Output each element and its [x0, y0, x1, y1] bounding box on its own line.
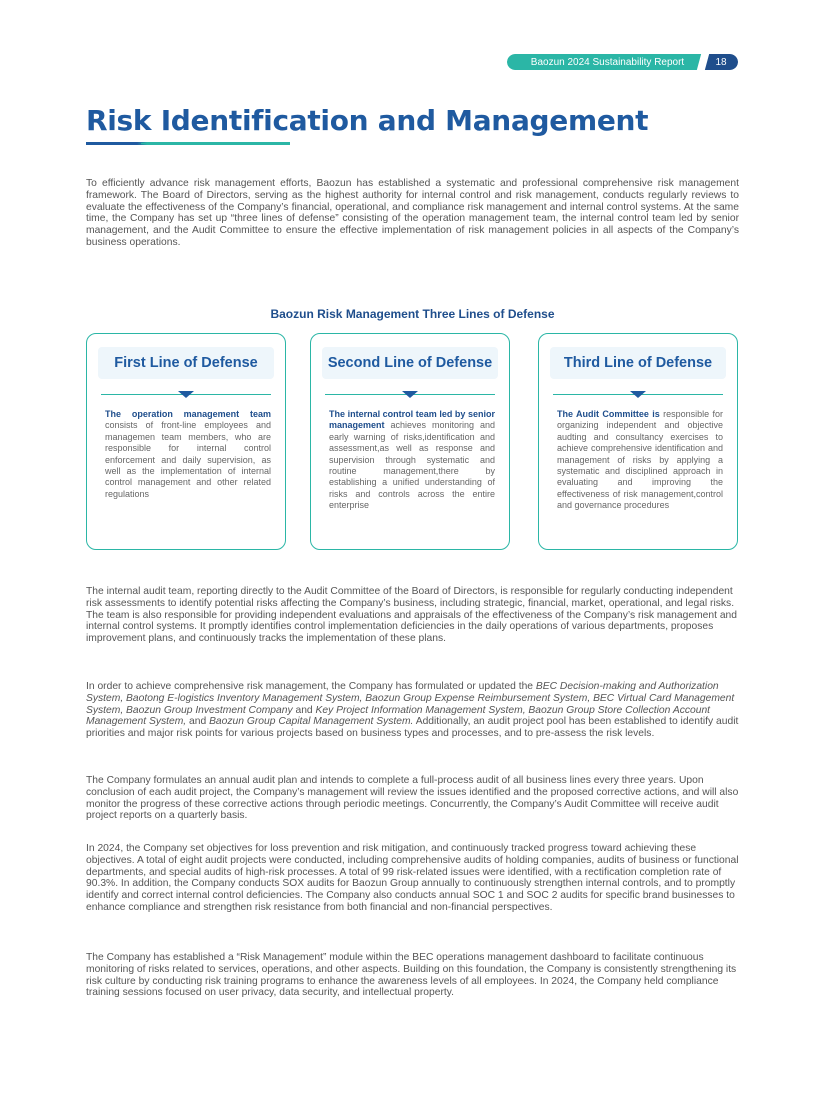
report-header-pill — [507, 54, 738, 70]
systems-text-4: Additionally, an audit project pool has been established to identify audit priorities and major risk points for various projects based on business types and processes, and to pre-assess the risk levels. — [86, 716, 739, 740]
systems-paragraph — [86, 681, 739, 740]
third-line-description — [557, 409, 723, 512]
systems-text-1: In order to achieve comprehensive risk management, the Company has formulated or updated the — [86, 681, 536, 692]
divider-arrow — [553, 391, 723, 399]
first-line-heading: First Line of Defense — [98, 347, 274, 379]
2024-results-paragraph: In 2024, the Company set objectives for loss prevention and risk mitigation, and continuously tracked progress toward achieving these objectives. A total of eight audit projects were conducted, including comprehensive audits of holding companies, audits of business or functional departments, and special audits of high-risk processes. A total of 99 risk-related issues were identified, with a rectification completion rate of 90.3%. In addition, the Company conducts SOX audits for Baozun Group annually to continuously strengthen internal controls, and to promptly identify and correct internal control deficiencies. The Company also conducts annual SOC 1 and SOC 2 audits for specific brand businesses to enhance compliance and strengthen risk resistance from both financial and non-financial perspectives. — [86, 843, 739, 913]
internal-audit-paragraph: The internal audit team, reporting directly to the Audit Committee of the Board of Directors, is responsible for regularly conducting independent risk assessments to identify potential risks affecting the Company’s business, including strategic, financial, market, operational, and legal risks. The team is also responsible for providing independent evaluations and appraisals of the effectiveness of the Company’s risk management and internal control systems. It promptly identifies control implementation deficiencies in the daily operations of various departments, proposes improvement plans, and continuously tracks the implementation of these plans. — [86, 586, 738, 645]
third-line-lead: The Audit Committee is — [557, 409, 660, 419]
systems-italic-3: Baozun Group Capital Management System. — [209, 716, 414, 728]
second-line-text: achieves monitoring and early warning of risks,identification and assessment,as well as response and supervision through systematic and routine management,there by establishing a unified understanding of risks and controls across the entire enterprise — [329, 420, 495, 511]
page-number: 18 — [704, 54, 738, 70]
first-line-card — [86, 333, 286, 550]
third-line-card — [538, 333, 738, 550]
first-line-description — [105, 409, 271, 500]
first-line-text: consists of front-line employees and managemen team members, who are responsible for internal control enforcement and daily supervision, as well as the implementation of internal control management and other related regulations — [105, 420, 271, 499]
divider-arrow — [325, 391, 495, 399]
systems-italic-1: BEC Decision-making and Authorization System, Baotong E-logistics Inventory Management System, Baozun Group Expense Reimbursement System, BEC Virtual Card Management System, Baozun Group Investment Company — [86, 681, 735, 716]
third-line-text: responsible for organizing independent and objective audting and consultancy exercises to achieve comprehensive identification and management of risks by applying a systematic and disciplined approach in evaluating and improving the effectiveness of risk management,control and governance procedures — [557, 409, 723, 511]
report-title: Baozun 2024 Sustainability Report — [507, 54, 708, 70]
divider-arrow — [101, 391, 271, 399]
systems-text-2: and — [292, 704, 316, 716]
second-line-lead: The internal control team led by senior management — [329, 409, 495, 431]
down-arrow-icon — [402, 391, 418, 398]
second-line-heading: Second Line of Defense — [322, 347, 498, 379]
systems-italic-2: Key Project Information Management System, Baozun Group Store Collection Account Management System, — [86, 704, 711, 728]
intro-paragraph: To efficiently advance risk management efforts, Baozun has established a systematic and professional comprehensive risk management framework. The Board of Directors, serving as the highest authority for internal control and risk management, conducts regularly reviews to evaluate the effectiveness of the Company’s financial, operational, and compliance risk management and internal control systems. At the same time, the Company has set up “three lines of defense” consisting of the operation management team, the internal control team led by senior management, and the Audit Committee to ensure the effective implementation of risk management policies in all aspects of the Company’s business operations. — [86, 178, 739, 248]
title-underline — [86, 142, 290, 145]
audit-plan-paragraph: The Company formulates an annual audit plan and intends to complete a full-process audit of all business lines every three years. Upon conclusion of each audit project, the Company’s management will review the issues identified and the proposed corrective actions, and will also monitor the progress of these corrective actions through periodic meetings. Concurrently, the Company’s Audit Committee will receive audit project reports on a quarterly basis. — [86, 775, 739, 822]
second-line-card — [310, 333, 510, 550]
third-line-heading: Third Line of Defense — [550, 347, 726, 379]
down-arrow-icon — [178, 391, 194, 398]
page-title: Risk Identification and Management — [86, 104, 649, 137]
risk-culture-paragraph: The Company has established a “Risk Management” module within the BEC operations management dashboard to facilitate continuous monitoring of risks related to services, operations, and other aspects. Building on this foundation, the Company is consistently strengthening its risk culture by conducting risk training programs to enhance the awareness levels of all employees. In 2024, the Company held compliance training sessions focused on user privacy, data security, and intellectual property. — [86, 952, 737, 999]
first-line-lead: The operation management team — [105, 409, 271, 419]
down-arrow-icon — [630, 391, 646, 398]
systems-text-3: and — [186, 716, 210, 728]
second-line-description — [329, 409, 495, 512]
diagram-title: Baozun Risk Management Three Lines of Defense — [270, 307, 555, 321]
